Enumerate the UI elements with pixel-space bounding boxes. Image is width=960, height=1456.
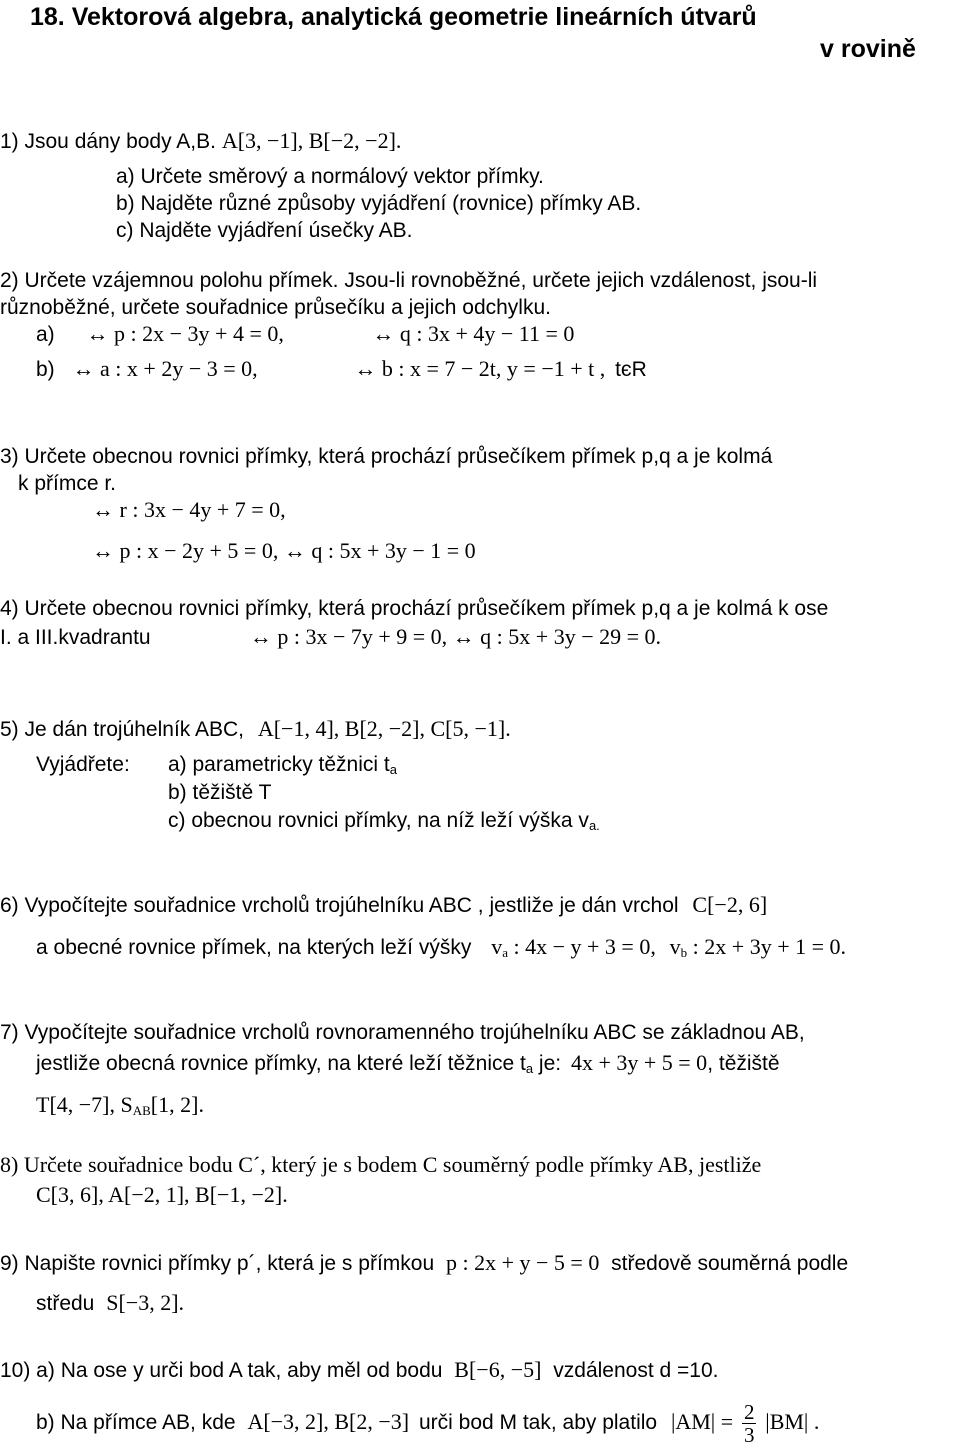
problem-6-height-a: $v_a$ : 4x − y + 3 = 0, xyxy=(491,934,656,960)
problem-6-height-b: $v_b$ : 2x + 3y + 1 = 0. xyxy=(669,934,847,960)
problem-10-point-b: B[−6, −5] xyxy=(454,1357,542,1382)
problem-7-median-equation: 4x + 3y + 5 = 0 xyxy=(570,1050,708,1075)
problem-3-line-1: 3) Určete obecnou rovnici přímky, která prochází průsečíkem přímek p,q a je kolmá xyxy=(0,445,773,468)
problem-1-task-a: a) Určete směrový a normálový vektor přímky. xyxy=(116,165,544,188)
problem-10-b: b) Na přímce AB, kde A[−3, 2], B[2, −3] urči bod M tak, aby platilo |AM| = $\frac{2}{3}$ |BM| . xyxy=(36,1399,820,1447)
problem-6-line-1: 6) Vypočítejte souřadnice vrcholů trojúhelníku ABC , jestliže je dán vrchol C[−2, 6] xyxy=(0,892,768,917)
problem-1-points: A[3, −1], B[−2, −2]. xyxy=(221,128,402,153)
fraction-two-thirds: $\frac{2}{3}$ xyxy=(743,1399,755,1447)
problem-4-line-1: 4) Určete obecnou rovnici přímky, která prochází průsečíkem přímek p,q a je kolmá k ose xyxy=(0,597,829,620)
problem-10-a: 10) a) Na ose y urči bod A tak, aby měl od bodu B[−6, −5] vzdálenost d =10. xyxy=(0,1357,719,1382)
problem-4-quadrant-text: I. a III.kvadrantu xyxy=(0,626,151,649)
page-title: 18. Vektorová algebra, analytická geometrie lineárních útvarů xyxy=(30,3,757,31)
problem-10-distance-am: |AM| = xyxy=(670,1409,734,1434)
problem-3-lines-pq: ↔ p : x − 2y + 5 = 0, ↔ q : 5x + 3y − 1 = 0 xyxy=(92,538,476,563)
problem-7-line-3: T[4, −7], $S_{AB}[1$, 2]. xyxy=(36,1092,204,1118)
problem-6-line-2: a obecné rovnice přímek, na kterých leží výšky $v_a$ : 4x − y + 3 = 0, $v_b$ : 2x + 3y + 1 = 0. xyxy=(36,934,847,960)
problem-5-express-label: Vyjádřete: xyxy=(36,753,130,776)
problem-10-distance-bm: |BM| . xyxy=(765,1409,820,1434)
problem-2-a xyxy=(36,321,574,348)
problem-1-label: 1) Jsou dány body A,B. xyxy=(0,130,216,153)
problem-2-line-1: 2) Určete vzájemnou polohu přímek. Jsou-li rovnoběžné, určete jejich vzdálenost, jsou-li xyxy=(0,269,818,292)
problem-1 xyxy=(0,128,401,155)
problem-6-vertex-c: C[−2, 6] xyxy=(692,892,768,917)
problem-9-center-s: S[−3, 2]. xyxy=(106,1290,185,1315)
problem-9-line-1: 9) Napište rovnici přímky p´, která je s přímkou p : 2x + y − 5 = 0 středově souměrná podle xyxy=(0,1250,849,1275)
problem-9-line-2: středu S[−3, 2]. xyxy=(36,1290,185,1315)
problem-9-line-p: p : 2x + y − 5 = 0 xyxy=(445,1250,600,1275)
problem-1-task-c: c) Najděte vyjádření úsečky AB. xyxy=(116,219,413,242)
problem-4-line-2 xyxy=(0,624,661,651)
problem-1-task-b: b) Najděte různé způsoby vyjádření (rovnice) přímky AB. xyxy=(116,192,642,215)
problem-2-b-label: b) xyxy=(36,358,55,381)
problem-7-line-1: 7) Vypočítejte souřadnice vrcholů rovnoramenného trojúhelníku ABC se základnou AB, xyxy=(0,1021,805,1044)
problem-3-line-2: k přímce r. xyxy=(18,472,117,495)
problem-10-points-ab: A[−3, 2], B[2, −3] xyxy=(247,1409,410,1434)
problem-2-b-line-b: ↔ b : x = 7 − 2t, y = −1 + t , xyxy=(354,356,606,381)
problem-2-b-line-a: ↔ a : x + 2y − 3 = 0, xyxy=(72,356,258,381)
problem-5-intro xyxy=(0,716,511,743)
problem-8-line-2: C[3, 6], A[−2, 1], B[−1, −2]. xyxy=(36,1182,288,1207)
problem-2-a-line-q: ↔ q : 3x + 4y − 11 = 0 xyxy=(372,321,575,346)
problem-3-line-r: ↔ r : 3x − 4y + 7 = 0, xyxy=(92,497,286,522)
page-title-continuation: v rovině xyxy=(820,35,916,63)
problem-2-b-parameter: tєR xyxy=(615,358,647,381)
problem-7-line-2: jestliže obecná rovnice přímky, na které leží těžnice $t_a$ je: 4x + 3y + 5 = 0, těžiště xyxy=(36,1050,780,1076)
problem-2-a-line-p: ↔ p : 2x − 3y + 4 = 0, xyxy=(86,321,284,346)
problem-5-task-b: b) těžiště T xyxy=(168,781,272,804)
problem-2-a-label: a) xyxy=(36,323,55,346)
problem-5-task-c: c) obecnou rovnici přímky, na níž leží výška $v_{a.}$ xyxy=(168,809,600,833)
problem-5-points: A[−1, 4], B[2, −2], C[5, −1]. xyxy=(257,716,511,741)
problem-4-lines-pq: ↔ p : 3x − 7y + 9 = 0, ↔ q : 5x + 3y − 29 = 0. xyxy=(249,624,662,649)
problem-8-line-1: 8) Určete souřadnice bodu C´, který je s bodem C souměrný podle přímky AB, jestliže xyxy=(0,1152,762,1177)
problem-5-label: 5) Je dán trojúhelník ABC, xyxy=(0,718,244,741)
problem-2-line-2: různoběžné, určete souřadnice průsečíku a jejich odchylku. xyxy=(0,296,551,319)
problem-5-task-a: a) parametricky těžnici $t_a$ xyxy=(168,753,397,777)
problem-2-b xyxy=(36,356,647,383)
